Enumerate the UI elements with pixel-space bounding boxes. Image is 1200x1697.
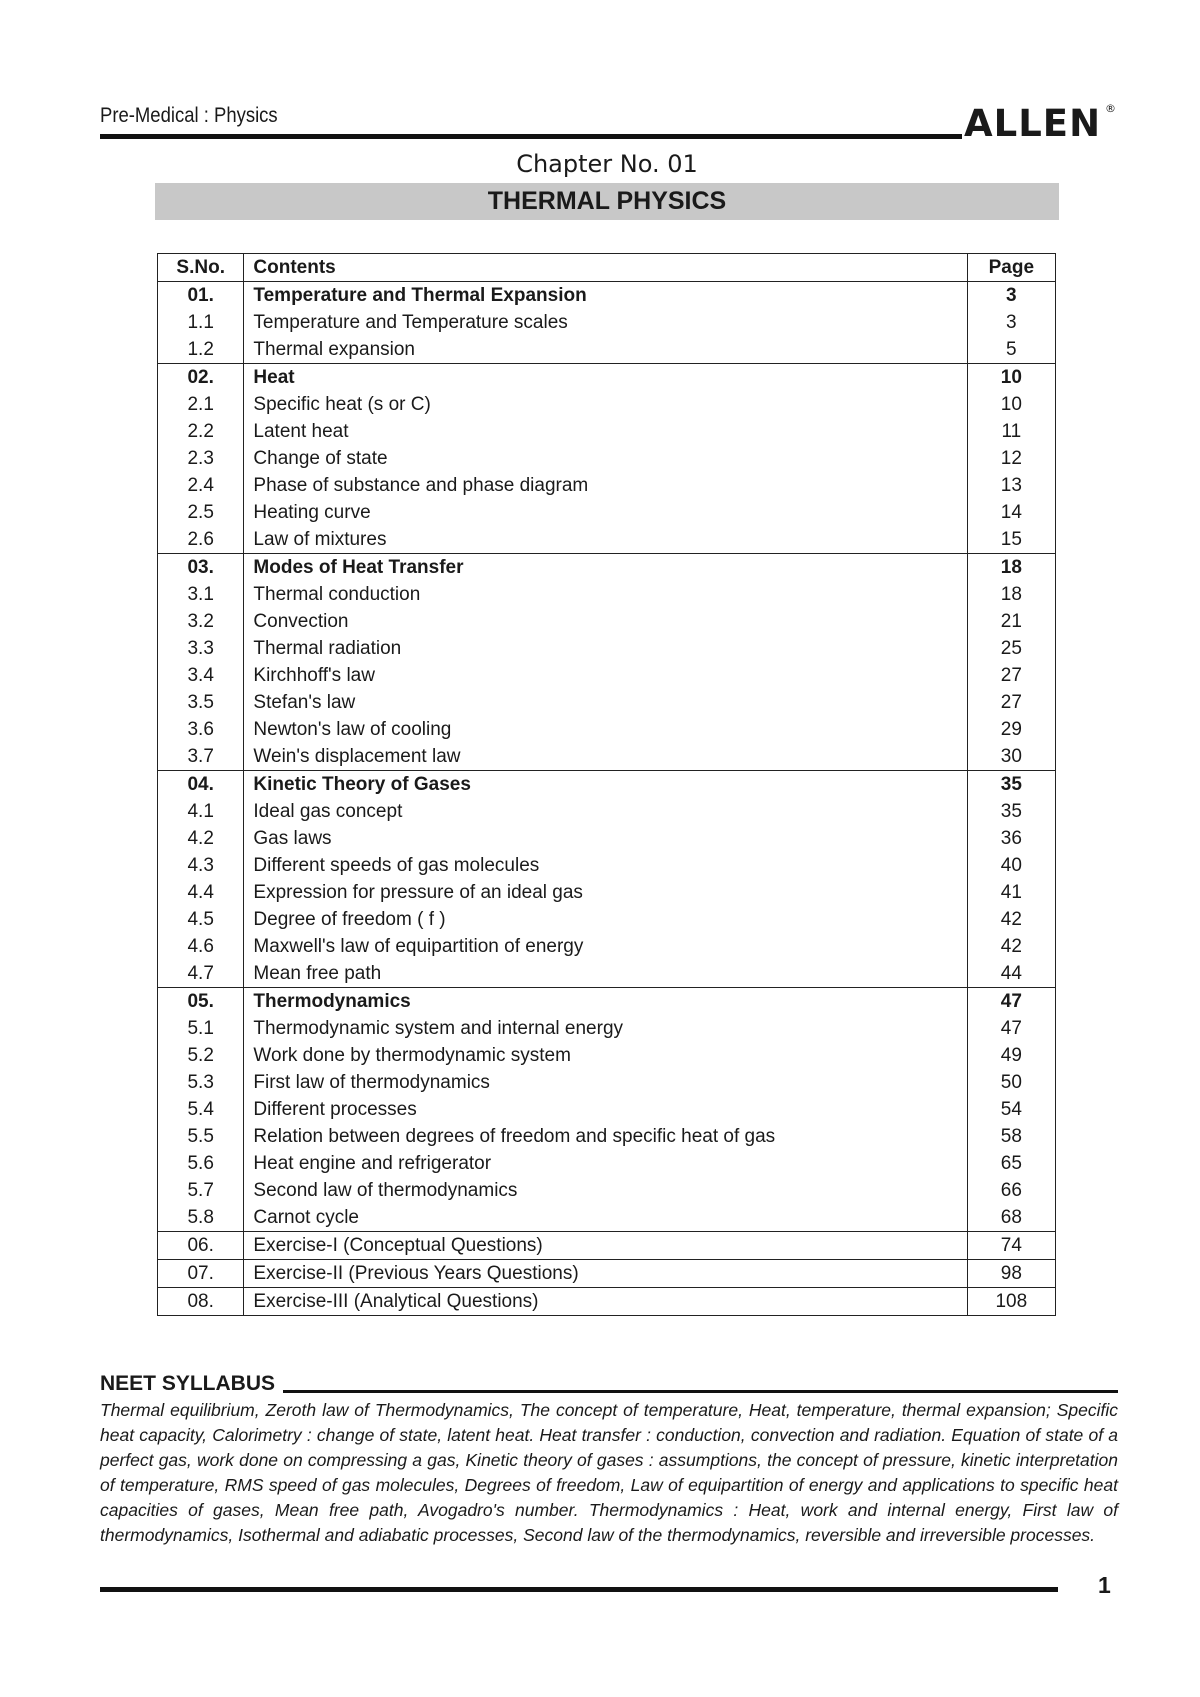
row-page: 68 bbox=[967, 1204, 1055, 1232]
row-page: 49 bbox=[967, 1042, 1055, 1069]
table-row bbox=[158, 1042, 1056, 1069]
row-content: Specific heat (s or C) bbox=[244, 391, 967, 418]
table-row bbox=[158, 635, 1056, 662]
chapter-title: THERMAL PHYSICS bbox=[155, 183, 1059, 220]
row-page: 11 bbox=[967, 418, 1055, 445]
row-sno: 06. bbox=[158, 1232, 244, 1260]
row-content: Expression for pressure of an ideal gas bbox=[244, 879, 967, 906]
table-row bbox=[158, 309, 1056, 336]
row-sno: 3.5 bbox=[158, 689, 244, 716]
row-page: 3 bbox=[967, 309, 1055, 336]
table-row bbox=[158, 988, 1056, 1016]
table-row bbox=[158, 662, 1056, 689]
row-sno: 4.3 bbox=[158, 852, 244, 879]
table-row bbox=[158, 771, 1056, 799]
page-number: 1 bbox=[1098, 1572, 1111, 1598]
row-sno: 05. bbox=[158, 988, 244, 1016]
table-row bbox=[158, 906, 1056, 933]
syllabus-rule bbox=[283, 1390, 1118, 1393]
row-content: Thermodynamic system and internal energy bbox=[244, 1015, 967, 1042]
registered-mark: ® bbox=[1105, 102, 1116, 115]
row-page: 47 bbox=[967, 988, 1055, 1016]
table-body bbox=[158, 282, 1056, 1316]
row-content: Heat bbox=[244, 364, 967, 392]
row-sno: 2.4 bbox=[158, 472, 244, 499]
row-page: 50 bbox=[967, 1069, 1055, 1096]
row-page: 29 bbox=[967, 716, 1055, 743]
row-content: Kinetic Theory of Gases bbox=[244, 771, 967, 799]
table-row bbox=[158, 852, 1056, 879]
row-page: 15 bbox=[967, 526, 1055, 554]
row-sno: 5.7 bbox=[158, 1177, 244, 1204]
table-row bbox=[158, 526, 1056, 554]
row-page: 42 bbox=[967, 906, 1055, 933]
row-content: Temperature and Temperature scales bbox=[244, 309, 967, 336]
table-row bbox=[158, 1232, 1056, 1260]
row-page: 13 bbox=[967, 472, 1055, 499]
row-sno: 5.3 bbox=[158, 1069, 244, 1096]
table-row bbox=[158, 1015, 1056, 1042]
row-content: Exercise-I (Conceptual Questions) bbox=[244, 1232, 967, 1260]
row-content: Thermal radiation bbox=[244, 635, 967, 662]
table-row bbox=[158, 825, 1056, 852]
table-row bbox=[158, 472, 1056, 499]
table-row bbox=[158, 391, 1056, 418]
row-content: Exercise-II (Previous Years Questions) bbox=[244, 1260, 967, 1288]
row-sno: 4.1 bbox=[158, 798, 244, 825]
row-page: 12 bbox=[967, 445, 1055, 472]
syllabus-text: Thermal equilibrium, Zeroth law of Thermodynamics, The concept of temperature, Heat, temperature, thermal expansion; Specific heat capacity, Calorimetry : change of state, latent heat. Heat transfer : conduction, convection and radiation. Equation of state of a perfect gas, work done on compressing a gas, Kinetic theory of gases : assumptions, the concept of pressure, kinetic interpretation of temperature, RMS speed of gas molecules, Degrees of freedom, Law of equipartition of energy and applications to specific heat capacities of gases, Mean free path, Avogadro's number. Thermodynamics : Heat, work and internal energy, First law of thermodynamics, Isothermal and adiabatic processes, Second law of the thermodynamics, reversible and irreversible processes. bbox=[100, 1400, 1118, 1545]
row-sno: 08. bbox=[158, 1288, 244, 1316]
table-row bbox=[158, 960, 1056, 988]
row-sno: 2.6 bbox=[158, 526, 244, 554]
row-content: Law of mixtures bbox=[244, 526, 967, 554]
row-sno: 01. bbox=[158, 282, 244, 310]
row-sno: 4.2 bbox=[158, 825, 244, 852]
row-content: Mean free path bbox=[244, 960, 967, 988]
row-content: Phase of substance and phase diagram bbox=[244, 472, 967, 499]
row-content: Modes of Heat Transfer bbox=[244, 554, 967, 582]
table-row bbox=[158, 445, 1056, 472]
table-row bbox=[158, 689, 1056, 716]
brand-logo: ALLEN bbox=[964, 102, 1102, 145]
row-content: Kirchhoff's law bbox=[244, 662, 967, 689]
row-page: 27 bbox=[967, 662, 1055, 689]
row-sno: 1.2 bbox=[158, 336, 244, 364]
row-page: 44 bbox=[967, 960, 1055, 988]
row-page: 10 bbox=[967, 364, 1055, 392]
table-row bbox=[158, 1069, 1056, 1096]
row-sno: 3.3 bbox=[158, 635, 244, 662]
table-header-row bbox=[158, 254, 1056, 282]
table-row bbox=[158, 418, 1056, 445]
table-row bbox=[158, 1096, 1056, 1123]
row-sno: 04. bbox=[158, 771, 244, 799]
row-page: 58 bbox=[967, 1123, 1055, 1150]
row-sno: 2.3 bbox=[158, 445, 244, 472]
row-content: Second law of thermodynamics bbox=[244, 1177, 967, 1204]
row-page: 98 bbox=[967, 1260, 1055, 1288]
row-sno: 5.8 bbox=[158, 1204, 244, 1232]
table-row bbox=[158, 336, 1056, 364]
row-sno: 4.6 bbox=[158, 933, 244, 960]
row-page: 35 bbox=[967, 771, 1055, 799]
row-content: Relation between degrees of freedom and specific heat of gas bbox=[244, 1123, 967, 1150]
row-page: 40 bbox=[967, 852, 1055, 879]
row-page: 47 bbox=[967, 1015, 1055, 1042]
row-page: 35 bbox=[967, 798, 1055, 825]
row-sno: 1.1 bbox=[158, 309, 244, 336]
row-content: Heating curve bbox=[244, 499, 967, 526]
table-row bbox=[158, 743, 1056, 771]
row-content: Maxwell's law of equipartition of energy bbox=[244, 933, 967, 960]
row-sno: 07. bbox=[158, 1260, 244, 1288]
row-sno: 2.1 bbox=[158, 391, 244, 418]
footer-rule bbox=[100, 1587, 1058, 1592]
table-row bbox=[158, 1204, 1056, 1232]
header-sno: S.No. bbox=[158, 254, 244, 282]
table-row bbox=[158, 879, 1056, 906]
row-sno: 2.2 bbox=[158, 418, 244, 445]
row-page: 66 bbox=[967, 1177, 1055, 1204]
table-row bbox=[158, 716, 1056, 743]
contents-table bbox=[157, 253, 1056, 1316]
row-sno: 3.4 bbox=[158, 662, 244, 689]
table-row bbox=[158, 1288, 1056, 1316]
row-page: 36 bbox=[967, 825, 1055, 852]
row-page: 30 bbox=[967, 743, 1055, 771]
row-sno: 3.6 bbox=[158, 716, 244, 743]
row-page: 21 bbox=[967, 608, 1055, 635]
row-page: 18 bbox=[967, 554, 1055, 582]
table-row bbox=[158, 364, 1056, 392]
row-sno: 5.6 bbox=[158, 1150, 244, 1177]
row-content: Different speeds of gas molecules bbox=[244, 852, 967, 879]
row-page: 42 bbox=[967, 933, 1055, 960]
syllabus-heading: NEET SYLLABUS bbox=[100, 1372, 276, 1395]
row-content: Heat engine and refrigerator bbox=[244, 1150, 967, 1177]
row-content: Latent heat bbox=[244, 418, 967, 445]
row-page: 25 bbox=[967, 635, 1055, 662]
row-page: 108 bbox=[967, 1288, 1055, 1316]
table-row bbox=[158, 1260, 1056, 1288]
row-sno: 5.4 bbox=[158, 1096, 244, 1123]
row-content: Change of state bbox=[244, 445, 967, 472]
table-row bbox=[158, 499, 1056, 526]
row-content: Gas laws bbox=[244, 825, 967, 852]
table-row bbox=[158, 1150, 1056, 1177]
row-sno: 3.2 bbox=[158, 608, 244, 635]
row-content: First law of thermodynamics bbox=[244, 1069, 967, 1096]
row-sno: 5.5 bbox=[158, 1123, 244, 1150]
table-row bbox=[158, 933, 1056, 960]
table-row bbox=[158, 1177, 1056, 1204]
row-content: Stefan's law bbox=[244, 689, 967, 716]
row-content: Exercise-III (Analytical Questions) bbox=[244, 1288, 967, 1316]
row-content: Ideal gas concept bbox=[244, 798, 967, 825]
table-row bbox=[158, 1123, 1056, 1150]
row-page: 74 bbox=[967, 1232, 1055, 1260]
row-sno: 4.5 bbox=[158, 906, 244, 933]
row-sno: 02. bbox=[158, 364, 244, 392]
row-content: Wein's displacement law bbox=[244, 743, 967, 771]
row-content: Different processes bbox=[244, 1096, 967, 1123]
row-content: Convection bbox=[244, 608, 967, 635]
table-row bbox=[158, 282, 1056, 310]
row-sno: 5.2 bbox=[158, 1042, 244, 1069]
row-page: 65 bbox=[967, 1150, 1055, 1177]
table-row bbox=[158, 608, 1056, 635]
row-page: 27 bbox=[967, 689, 1055, 716]
row-page: 18 bbox=[967, 581, 1055, 608]
chapter-number: Chapter No. 01 bbox=[516, 150, 698, 178]
row-sno: 3.1 bbox=[158, 581, 244, 608]
row-page: 10 bbox=[967, 391, 1055, 418]
row-page: 3 bbox=[967, 282, 1055, 310]
row-content: Thermal conduction bbox=[244, 581, 967, 608]
row-page: 41 bbox=[967, 879, 1055, 906]
row-content: Carnot cycle bbox=[244, 1204, 967, 1232]
row-content: Newton's law of cooling bbox=[244, 716, 967, 743]
row-page: 14 bbox=[967, 499, 1055, 526]
row-content: Thermodynamics bbox=[244, 988, 967, 1016]
row-sno: 2.5 bbox=[158, 499, 244, 526]
header-contents: Contents bbox=[244, 254, 967, 282]
header-rule bbox=[100, 134, 962, 139]
row-content: Temperature and Thermal Expansion bbox=[244, 282, 967, 310]
row-sno: 3.7 bbox=[158, 743, 244, 771]
row-content: Degree of freedom ( f ) bbox=[244, 906, 967, 933]
row-content: Work done by thermodynamic system bbox=[244, 1042, 967, 1069]
row-sno: 03. bbox=[158, 554, 244, 582]
row-sno: 4.7 bbox=[158, 960, 244, 988]
header-page: Page bbox=[967, 254, 1055, 282]
subject-label: Pre-Medical : Physics bbox=[100, 104, 278, 127]
table-row bbox=[158, 798, 1056, 825]
row-content: Thermal expansion bbox=[244, 336, 967, 364]
row-sno: 5.1 bbox=[158, 1015, 244, 1042]
table-row bbox=[158, 581, 1056, 608]
page-header bbox=[100, 100, 1118, 150]
row-page: 54 bbox=[967, 1096, 1055, 1123]
row-page: 5 bbox=[967, 336, 1055, 364]
table-row bbox=[158, 554, 1056, 582]
row-sno: 4.4 bbox=[158, 879, 244, 906]
